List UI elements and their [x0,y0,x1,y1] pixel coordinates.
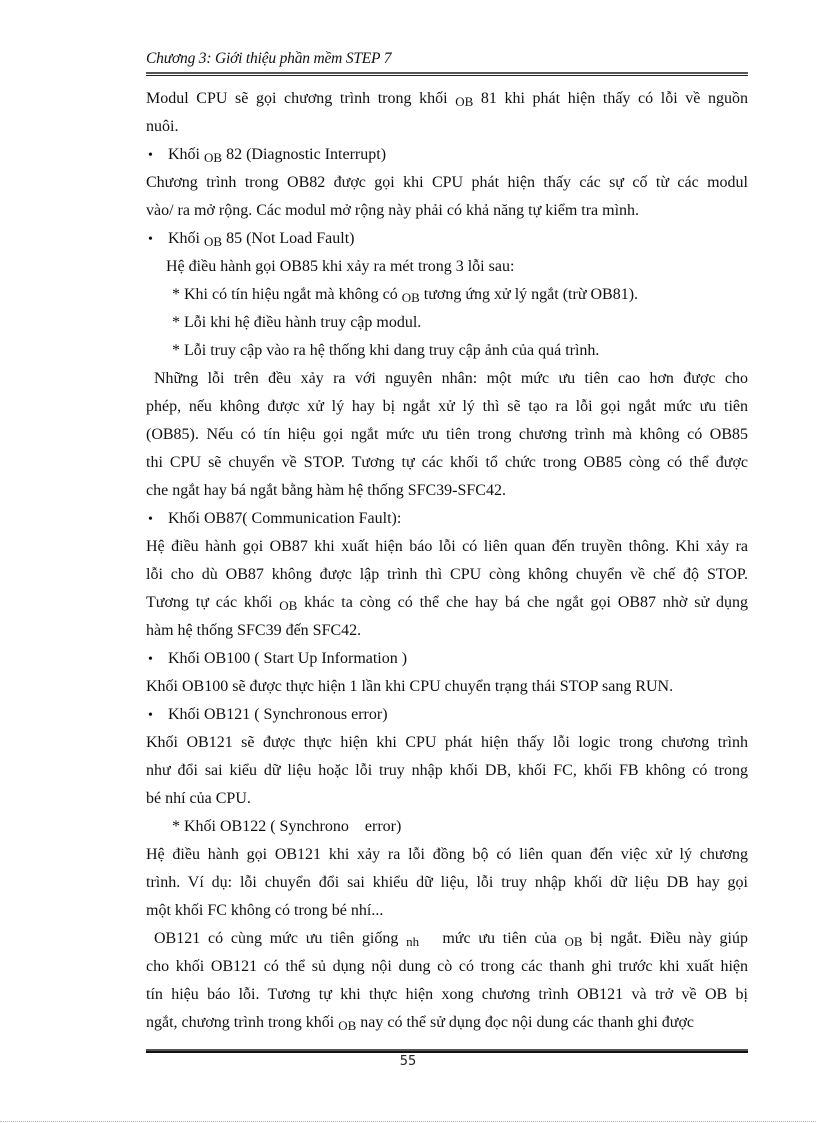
text: Khối [168,230,204,247]
text: mức ưu tiên của [419,930,565,947]
paragraph-line: cho khối OB121 có thể sủ dụng nội dung cò có trong các thanh ghi trước khi xuất hiện [146,958,748,975]
text: * Khi có tín hiệu ngắt mà không có [172,286,402,303]
paragraph-line [146,589,748,617]
paragraph-line: phép, nếu không được xử lý hay bị ngắt xử lý thì sẽ tạo ra lỗi gọi ngắt mức ưu tiên [146,398,748,415]
paragraph-line: Khối OB100 sẽ được thực hiện 1 lần khi CPU chuyển trạng thái STOP sang RUN. [146,678,674,695]
page-content [146,85,748,1037]
text: 81 khi phát hiện thấy có lỗi về nguồn [473,90,748,107]
ob-label: OB [204,150,223,165]
paragraph-line: thi CPU sẽ chuyển về STOP. Tương tự các khối tổ chức trong OB85 còng có thể được [146,454,748,471]
paragraph-line: Chương trình trong OB82 được gọi khi CPU phát hiện thấy các sự cố từ các modul [146,174,748,191]
page-boundary [0,1121,816,1122]
text: OB121 có cùng mức ưu tiên giống [154,930,407,947]
text: Modul CPU sẽ gọi chương trình trong khối [146,90,456,107]
text: bị ngắt. Điều này giúp [582,930,748,947]
text: 85 (Not Load Fault) [222,230,355,247]
bullet-item-ob100: • Khối OB100 ( Start Up Information ) [146,645,748,673]
text: nay có thể sử dụng đọc nội dung các thanh ghi được [356,1014,695,1031]
bullet-item-ob82 [146,141,748,169]
list-item-ob122: * Khối OB122 ( Synchrono error) [172,818,402,835]
paragraph-line: (OB85). Nếu có tín hiệu gọi ngắt mức ưu tiên trong chương trình mà không có OB85 [146,426,748,443]
page-number: 55 [399,1054,417,1069]
text: Khối [168,146,204,163]
paragraph-line: Hệ điều hành gọi OB87 khi xuất hiện báo lỗi có liên quan đến truyền thông. Khi xảy ra [146,538,748,555]
paragraph-line: che ngắt hay bá ngắt bằng hàm hệ thống SFC39-SFC42. [146,482,506,499]
text: 82 (Diagnostic Interrupt) [222,146,387,163]
paragraph-line: hàm hệ thống SFC39 đến SFC42. [146,622,362,639]
paragraph-line [146,85,748,113]
text: tương ứng xử lý ngắt (trừ OB81). [419,286,639,303]
paragraph-line: Những lỗi trên đều xảy ra với nguyên nhân: một mức ưu tiên cao hơn được cho [154,370,748,387]
paragraph-line: như đổi sai kiểu dữ liệu hoặc lỗi truy nhập khối DB, khối FC, khối FB không có trong [146,762,748,779]
list-item: * Lỗi khi hệ điều hành truy cập modul. [172,314,422,331]
paragraph-line: Khối OB121 sẽ được thực hiện khi CPU phát hiện thấy lỗi logic trong chương trình [146,734,748,751]
paragraph-line: bé nhí của CPU. [146,790,251,807]
paragraph-line: Hệ điều hành gọi OB85 khi xảy ra mét trong 3 lỗi sau: [166,258,515,275]
paragraph-line [146,1009,748,1037]
footer-rule [146,1049,748,1053]
paragraph-line: trình. Ví dụ: lỗi chuyển đổi sai khiểu dữ liệu, lỗi truy nhập khối dữ liệu DB hay gọi [146,874,748,891]
text: ngắt, chương trình trong khối [146,1014,339,1031]
ob-label: OB [401,290,420,305]
text: khác ta còng có thể che hay bá che ngắt gọi OB87 nhờ sử dụng [297,594,748,611]
paragraph-line [146,925,748,953]
ob-label: OB [204,234,223,249]
bullet-item-ob87: • Khối OB87( Communication Fault): [146,505,748,533]
list-item: * Lỗi truy cập vào ra hệ thống khi dang truy cập ảnh của quá trình. [172,342,600,359]
paragraph-line: nuôi. [146,118,179,135]
ob-label: OB [279,598,298,613]
ob-label: OB [338,1018,357,1033]
list-item [146,281,748,309]
paragraph-line: Hệ điều hành gọi OB121 khi xảy ra lỗi đồng bộ có liên quan đến việc xử lý chương [146,846,748,863]
bullet-item-ob121: • Khối OB121 ( Synchronous error) [146,701,748,729]
paragraph-line: lỗi cho dù OB87 không được lập trình thì CPU còng không chuyển về chế độ STOP. [146,566,748,583]
ob-label: OB [455,94,474,109]
paragraph-line: vào/ ra mở rộng. Các modul mở rộng này phải có khả năng tự kiểm tra mình. [146,202,640,219]
ob-label: OB [564,934,583,949]
header-rule [146,72,748,76]
text: Tương tự các khối [146,594,280,611]
paragraph-line: tín hiệu báo lỗi. Tương tự khi thực hiện xong chương trình OB121 và trở về OB bị [146,986,748,1003]
running-header: Chương 3: Giới thiệu phần mềm STEP 7 [146,50,392,67]
bullet-item-ob85 [146,225,748,253]
paragraph-line: một khối FC không có trong bé nhí... [146,902,384,919]
subscript-text: nh [406,934,420,949]
